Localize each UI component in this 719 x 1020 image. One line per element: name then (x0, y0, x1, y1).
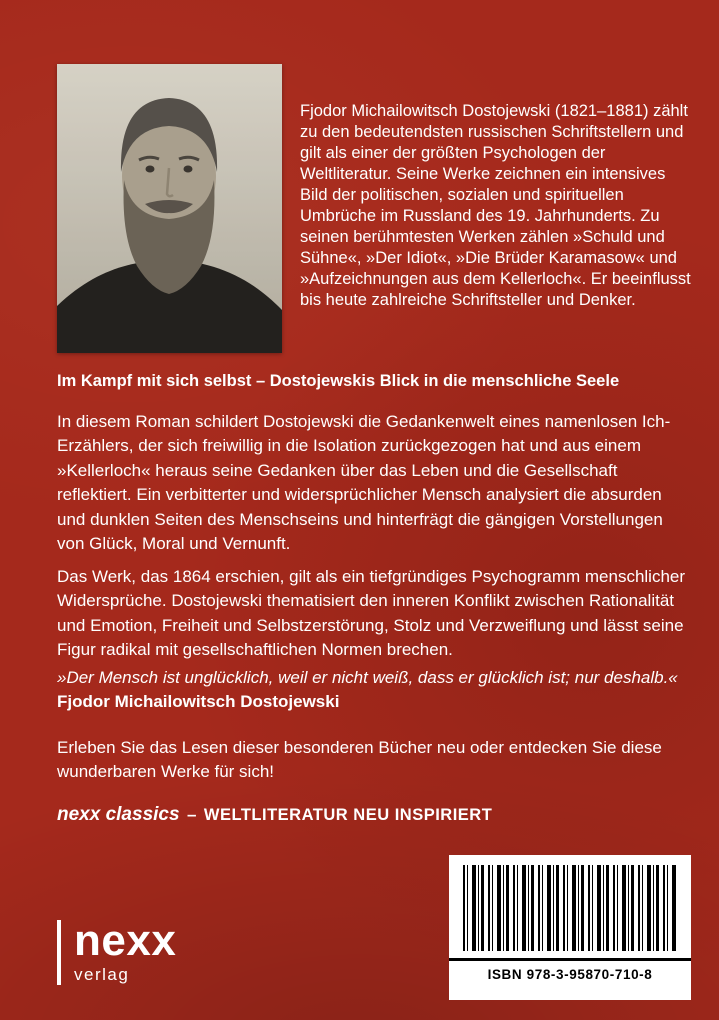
quote-attribution: Fjodor Michailowitsch Dostojewski (57, 692, 340, 711)
barcode-box (449, 855, 691, 1000)
synopsis-paragraph-2: Das Werk, das 1864 erschien, gilt als ein tiefgründiges Psychogramm menschlicher Widersprüche. Dostojewski thematisiert den inneren Konflikt zwischen Rationalität und Emotion, Freiheit und Selbstzerstörung, Stolz und Verzweiflung und lässt seine Figur radikal mit gesellschaftlichen Normen brechen. (57, 567, 686, 660)
author-quote: »Der Mensch ist unglücklich, weil er nicht weiß, dass er glücklich ist; nur deshalb.« (57, 668, 678, 687)
portrait-photo (57, 64, 282, 353)
series-separator: – (187, 805, 197, 824)
isbn-label: ISBN 978-3-95870-710-8 (449, 958, 691, 982)
series-brand-line (57, 804, 697, 826)
synopsis-paragraph-1: In diesem Roman schildert Dostojewski die Gedankenwelt eines namenlosen Ich-Erzählers, der sich freiwillig in die Isolation zurückgezogen hat und aus einem »Kellerloch« heraus seine Gedanken über das Leben und die Gesellschaft reflektiert. Ein verbitterter und widersprüchlicher Mensch analysiert die absurden und dunklen Seiten des Menschseins und hinterfrägt die gängigen Vorstellungen von Glück, Moral und Vernunft. (57, 412, 671, 554)
series-tagline: WELTLITERATUR NEU INSPIRIERT (203, 806, 493, 824)
author-bio: Fjodor Michailowitsch Dostojewski (1821–1881) zählt zu den bedeutendsten russischen Schriftstellern und gilt als einer der größten Psychologen der Weltliteratur. Seine Werke zeichnen ein intensives Bild der politischen, sozialen und spirituellen Umbrüche im Russland des 19. Jahrhunderts. Zu seinen berühmtesten Werken zählen »Schuld und Sühne«, »Der Idiot«, »Die Brüder Karamasow« und »Aufzeichnungen aus dem Kellerloch«. Er beeinflusst bis heute zahlreiche Schriftsteller und Denker. (300, 102, 691, 309)
publisher-name: nexx (74, 916, 177, 965)
book-headline: Im Kampf mit sich selbst – Dostojewskis Blick in die menschliche Seele (57, 372, 620, 390)
barcode-icon (463, 865, 677, 951)
publisher-suffix: verlag (74, 964, 130, 984)
series-name: nexx classics (57, 804, 180, 825)
publisher-logo (57, 916, 177, 985)
reader-invitation: Erleben Sie das Lesen dieser besonderen Bücher neu oder entdecken Sie diese wunderbaren Werke für sich! (57, 738, 662, 782)
